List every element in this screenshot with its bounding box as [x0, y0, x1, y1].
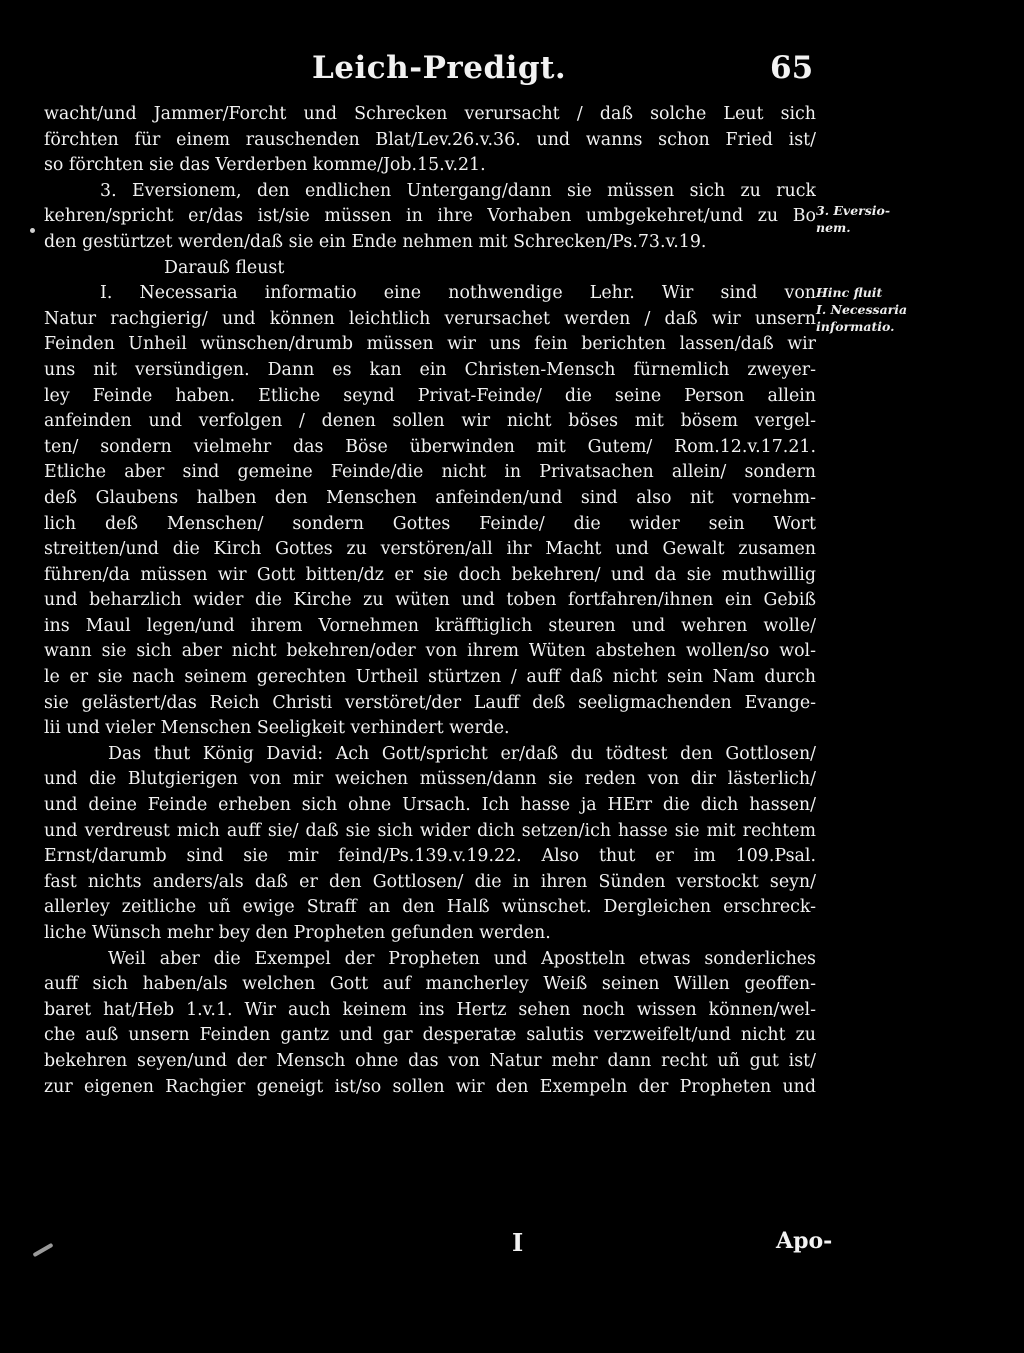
marginal-note-eversionem: [816, 202, 1006, 236]
marginal-note-line: I. Necessaria: [816, 302, 908, 317]
signature-mark: I: [512, 1228, 524, 1257]
text-line: und verdreust mich auff sie/ daß sie sich wider dich setzen/ich hasse sie mit rechtem: [44, 820, 816, 841]
book-page: [12, 8, 1012, 1345]
text-line: Etliche aber sind gemeine Feinde/die nicht in Privatsachen allein/ sondern: [44, 462, 816, 483]
text-line: Das thut König David: Ach Gott/spricht er/daß du tödtest den Gottlosen/: [108, 743, 816, 764]
body-text: [44, 102, 816, 1100]
text-line: zur eigenen Rachgier geneigt ist/so sollen wir den Exempeln der Propheten und: [44, 1076, 816, 1097]
text-line: den gestürtzet werden/daß sie ein Ende nehmen mit Schrecken/Ps.73.v.19.: [44, 231, 707, 252]
text-line: so förchten sie das Verderben komme/Job.15.v.21.: [44, 155, 486, 176]
text-line: baret hat/Heb 1.v.1. Wir auch keinem ins Hertz sehen noch wissen können/wel-: [44, 999, 816, 1020]
page-footer: [12, 1228, 1012, 1264]
page-header: [12, 50, 1012, 100]
text-line: wacht/und Jammer/Forcht und Schrecken verursacht / daß solche Leut sich: [44, 104, 816, 124]
text-line: I. Necessaria informatio eine nothwendige Lehr. Wir sind von: [100, 283, 816, 304]
text-line: liche Wünsch mehr bey den Propheten gefunden werden.: [44, 923, 551, 943]
text-line: le er sie nach seinem gerechten Urtheil stürtzen / auff daß nicht sein Nam durch: [44, 667, 816, 688]
catchword: Apo-: [776, 1228, 833, 1254]
text-line: deß Glaubens halben den Menschen anfeinden/und sind also nit vornehm-: [44, 487, 816, 508]
text-line: führen/da müssen wir Gott bitten/dz er sie doch bekehren/ und da sie muthwillig: [44, 564, 816, 585]
text-line: fast nichts anders/als daß er den Gottlosen/ die in ihren Sünden verstockt seyn/: [44, 871, 816, 892]
text-line: streitten/und die Kirch Gottes zu verstören/all ihr Macht und Gewalt zusamen: [44, 539, 816, 560]
text-line: Weil aber die Exempel der Propheten und Apostteln etwas sonderliches: [108, 948, 816, 969]
marginal-note-line: 3. Eversio-: [816, 203, 891, 218]
text-line: und deine Feinde erheben sich ohne Ursach. Ich hasse ja HErr die dich hassen/: [44, 795, 816, 816]
text-line: und die Blutgierigen von mir weichen müssen/dann sie reden von dir lästerlich/: [44, 769, 816, 790]
text-line: sie gelästert/das Reich Christi verstöret/der Lauff deß seeligmachenden Evange-: [44, 692, 816, 713]
marginal-note-line: informatio.: [816, 319, 895, 334]
text-line: uns nit versündigen. Dann es kan ein Christen-Mensch fürnemlich zweyer-: [44, 359, 816, 380]
text-line: che auß unsern Feinden gantz und gar desperatæ salutis verzweifelt/und nicht zu: [44, 1025, 816, 1046]
text-line: förchten für einem rauschenden Blat/Lev.26.v.36. und wanns schon Fried ist/: [44, 129, 816, 150]
text-line: Darauß fleust: [164, 257, 285, 278]
marginal-note-necessaria: [816, 284, 1006, 335]
text-line: Natur rachgierig/ und können leichtlich verursachet werden / daß wir unsern: [44, 308, 816, 329]
text-line: und beharzlich wider die Kirche zu wüten und toben fortfahren/ihnen ein Gebiß: [44, 590, 816, 611]
text-line: lii und vieler Menschen Seeligkeit verhindert werde.: [44, 718, 510, 739]
text-line: auff sich haben/als welchen Gott auf mancherley Weiß seinen Willen geoffen-: [44, 974, 816, 995]
text-line: lich deß Menschen/ sondern Gottes Feinde/ die wider sein Wort: [44, 513, 816, 534]
text-line: ins Maul legen/und ihrem Vornehmen kräfftiglich steuren und wehren wolle/: [44, 615, 816, 636]
ink-blot: [30, 228, 35, 233]
text-line: 3. Eversionem, den endlichen Untergang/dann sie müssen sich zu ruck: [100, 180, 816, 201]
text-line: ten/ sondern vielmehr das Böse überwinden mit Gutem/ Rom.12.v.17.21.: [44, 436, 816, 457]
page-number: 65: [770, 50, 814, 86]
text-line: kehren/spricht er/das ist/sie müssen in ihre Vorhaben umbgekehret/und zu Bo: [44, 206, 816, 227]
text-line: bekehren seyen/und der Mensch ohne das von Natur mehr dann recht uñ gut ist/: [44, 1050, 816, 1071]
text-line: wann sie sich aber nicht bekehren/oder von ihrem Wüten abstehen wollen/so wol-: [44, 641, 816, 662]
text-line: ley Feinde haben. Etliche seynd Privat-Feinde/ die seine Person allein: [44, 385, 816, 406]
marginal-note-line: nem.: [816, 220, 851, 235]
marginal-note-line: Hinc fluit: [816, 285, 883, 300]
running-title: Leich-Predigt.: [312, 50, 567, 86]
text-line: allerley zeitliche uñ ewige Straff an den Halß wünschet. Dergleichen erschreck-: [44, 897, 816, 918]
text-line: Feinden Unheil wünschen/drumb müssen wir uns fein berichten lassen/daß wir: [44, 334, 816, 355]
text-line: anfeinden und verfolgen / denen sollen wir nicht böses mit bösem vergel-: [44, 411, 816, 432]
text-line: Ernst/darumb sind sie mir feind/Ps.139.v.19.22. Also thut er im 109.Psal.: [44, 846, 816, 867]
